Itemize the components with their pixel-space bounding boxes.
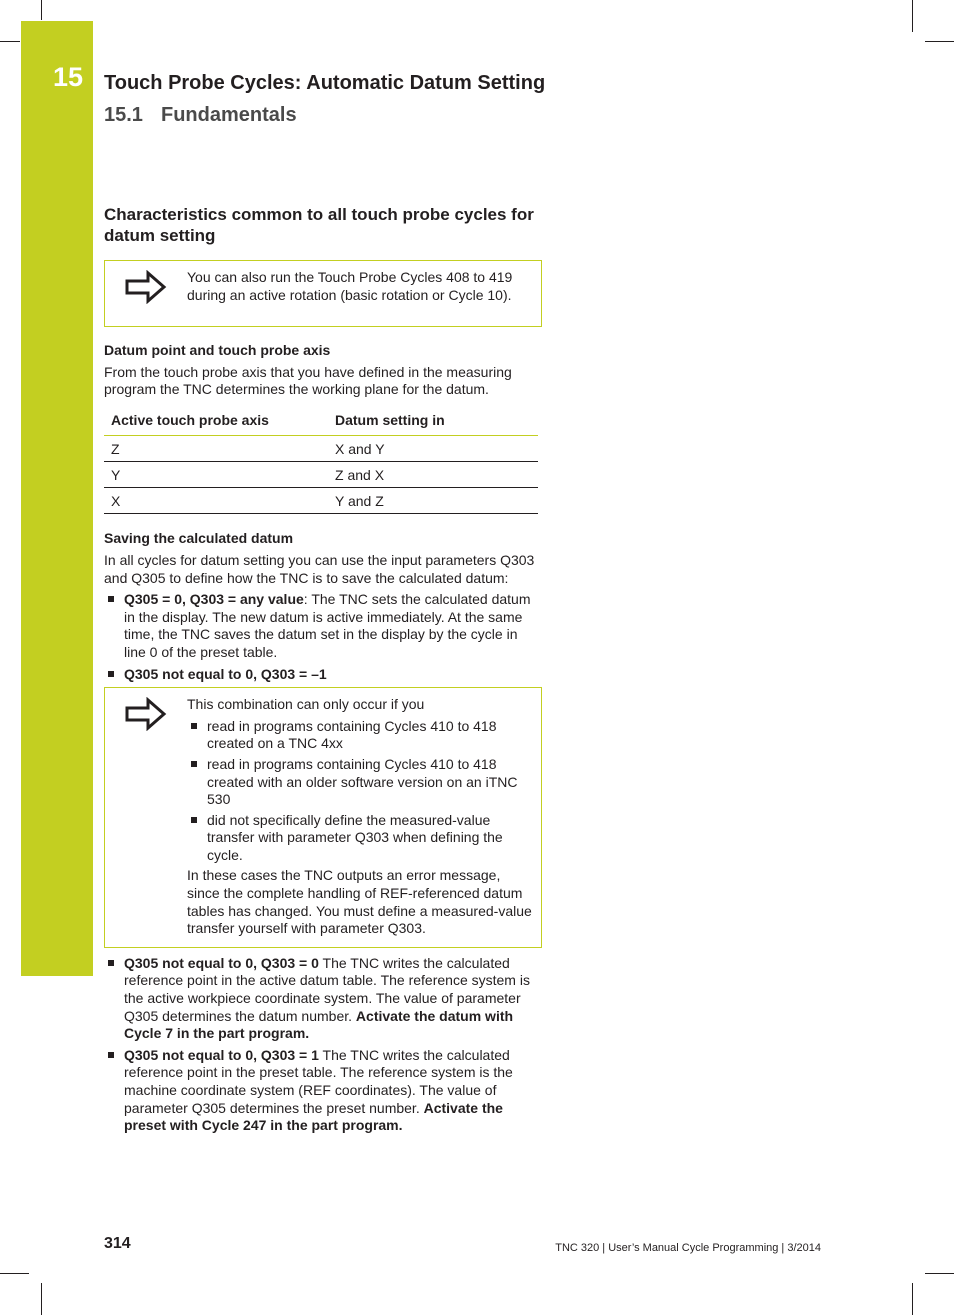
list-item xyxy=(104,955,542,1043)
note-text: You can also run the Touch Probe Cycles 408 to 419 during an active rotation (basic rotation or Cycle 10). xyxy=(187,269,513,303)
main-content xyxy=(104,204,542,1139)
footer-text: TNC 320 | User’s Manual Cycle Programming | 3/2014 xyxy=(555,1242,821,1254)
table-header: Datum setting in xyxy=(328,407,538,436)
crop-mark xyxy=(41,1283,42,1315)
bullet-list xyxy=(104,955,542,1135)
section-title xyxy=(104,104,297,127)
list-item-bold: Q305 not equal to 0, Q303 = 0 xyxy=(124,954,319,971)
paragraph: In all cycles for datum setting you can use the input parameters Q303 and Q305 to define how the TNC is to save the calculated datum: xyxy=(104,551,535,586)
chapter-number: 15 xyxy=(53,62,84,92)
list-item: did not specifically define the measured-value transfer with parameter Q303 when defining the cycle. xyxy=(187,812,533,865)
list-item-text: The TNC writes the calculated reference point in the preset table. The reference system is the machine coordinate system (REF coordinates). The value of parameter Q305 determines the preset number. xyxy=(124,1046,513,1116)
page-number: 314 xyxy=(104,1235,131,1252)
note-intro: This combination can only occur if you xyxy=(187,696,425,713)
crop-mark xyxy=(925,41,954,42)
table-header-row xyxy=(104,407,538,436)
crop-mark xyxy=(41,0,42,20)
crop-mark xyxy=(0,1273,29,1274)
crop-mark xyxy=(912,1283,913,1315)
table-cell: Y and Z xyxy=(328,488,538,514)
list-item-bold: Q305 = 0, Q303 = any value xyxy=(124,591,304,608)
list-item xyxy=(104,1047,542,1135)
table-cell: X xyxy=(104,488,328,514)
note-list xyxy=(187,718,533,865)
section-name: Fundamentals xyxy=(161,104,297,126)
section-heading: Characteristics common to all touch probe cycles for datum setting xyxy=(104,205,534,245)
list-item-bold: Q305 not equal to 0, Q303 = –1 xyxy=(124,665,327,682)
section-number: 15.1 xyxy=(104,104,143,126)
table-row xyxy=(104,488,538,514)
table-row xyxy=(104,462,538,488)
axis-table xyxy=(104,407,538,515)
table-cell: X and Y xyxy=(328,436,538,462)
subheading: Datum point and touch probe axis xyxy=(104,342,331,358)
list-item xyxy=(104,666,542,684)
chapter-sidebar xyxy=(21,21,93,976)
note-box xyxy=(104,260,542,327)
table-cell: Z xyxy=(104,436,328,462)
list-item-bold: Activate the datum with Cycle 7 in the part program. xyxy=(124,1007,514,1042)
table-cell: Z and X xyxy=(328,462,538,488)
list-item xyxy=(104,591,542,661)
subheading: Saving the calculated datum xyxy=(104,530,294,547)
arrow-right-icon xyxy=(105,696,187,938)
list-item-text: : The TNC sets the calculated datum in the display. The new datum is active immediately. At the same time, the TNC saves the datum set in the display by the cycle in line 0 of the preset table. xyxy=(124,591,531,660)
bullet-list xyxy=(104,591,542,683)
crop-mark xyxy=(912,0,913,32)
list-item-text: The TNC writes the calculated reference point in the active datum table. The reference system is the active workpiece coordinate system. The value of parameter Q305 determines the datum number. xyxy=(124,954,530,1024)
table-row xyxy=(104,436,538,462)
table-cell: Y xyxy=(104,462,328,488)
crop-mark xyxy=(0,41,20,42)
chapter-title: Touch Probe Cycles: Automatic Datum Setting xyxy=(104,72,546,94)
list-item: read in programs containing Cycles 410 to 418 created with an older software version on an iTNC 530 xyxy=(187,756,533,809)
arrow-right-icon xyxy=(105,269,187,316)
list-item: read in programs containing Cycles 410 to 418 created on a TNC 4xx xyxy=(187,718,533,753)
note-text xyxy=(187,696,533,938)
table-header: Active touch probe axis xyxy=(104,407,328,436)
paragraph: From the touch probe axis that you have defined in the measuring program the TNC determines the working plane for the datum. xyxy=(104,363,512,398)
note-box xyxy=(104,687,542,948)
note-outro: In these cases the TNC outputs an error message, since the complete handling of REF-referenced datum tables has changed. You must define a measured-value transfer yourself with parameter Q303. xyxy=(187,867,532,937)
list-item-bold: Activate the preset with Cycle 247 in the part program. xyxy=(124,1099,503,1134)
crop-mark xyxy=(925,1273,954,1274)
list-item-bold: Q305 not equal to 0, Q303 = 1 xyxy=(124,1046,319,1063)
